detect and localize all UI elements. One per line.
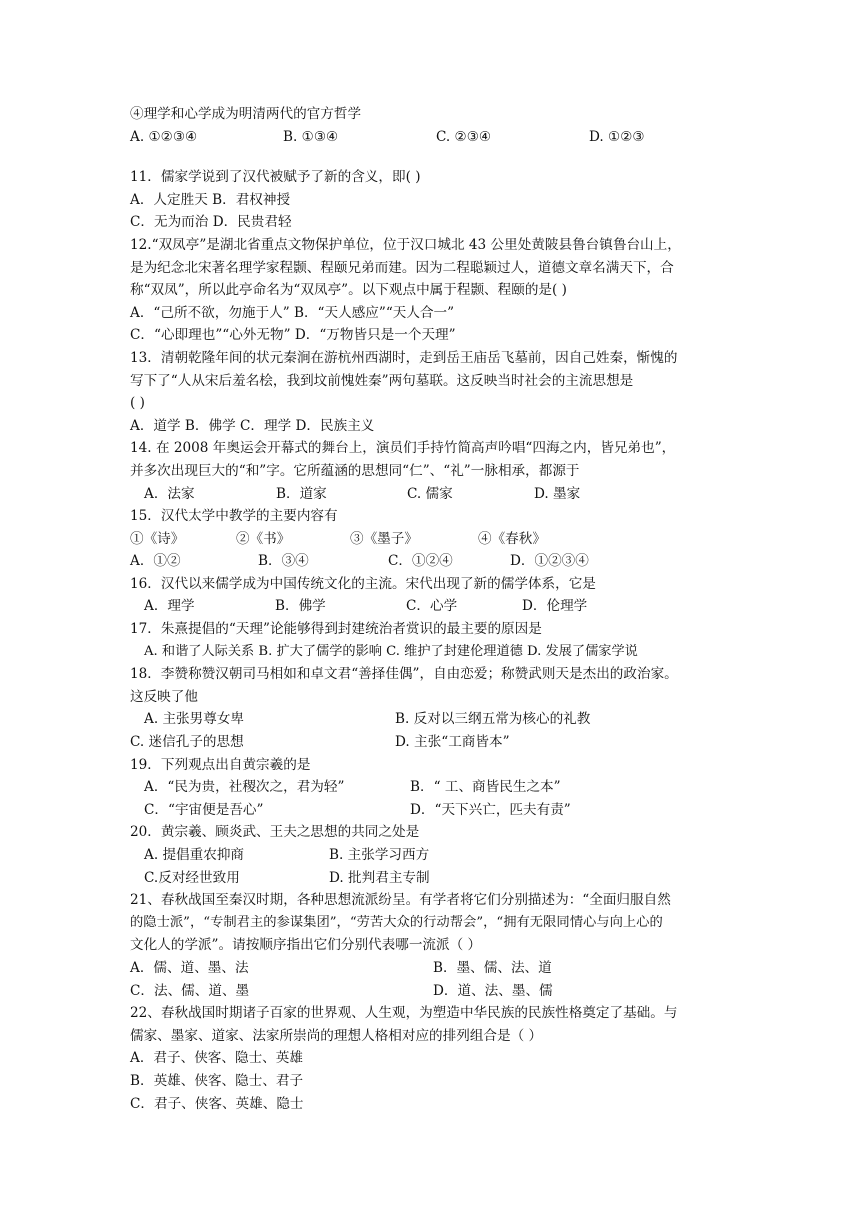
option-d: D．①②③④: [510, 553, 589, 570]
exam-page: [130, 103, 740, 1115]
question-20-options-ab: [130, 844, 740, 867]
option-b: B．佛学: [275, 598, 326, 615]
question-13-line-1: 13．清朝乾隆年间的状元秦涧在游杭州西湖时，走到岳王庙岳飞墓前，因自己姓秦，惭愧的: [130, 349, 678, 366]
question-22-line-2: 儒家、墨家、道家、法家所崇尚的理想人格相对应的排列组合是（ ）: [130, 1027, 543, 1044]
question-21-line-2: 的隐士派”，“专制君主的参谋集团”，“劳苦大众的行动帮会”，“拥有无限同情心与向上心的: [130, 914, 663, 930]
intro-options: [130, 126, 740, 149]
question-12-line-2: 是为纪念北宋著名理学家程颢、程颐兄弟而建。因为二程聪颖过人，道德文章名满天下，合: [130, 259, 674, 276]
question-19-stem: 19．下列观点出自黄宗羲的是: [130, 756, 311, 773]
option-d: D. 批判君主专制: [329, 869, 430, 886]
option-a: A. 主张男尊女卑: [144, 711, 245, 728]
option-c: C．法、儒、道、墨: [130, 982, 250, 999]
option-a: A．①②: [130, 553, 181, 570]
option-b: B. 主张学习西方: [329, 847, 430, 863]
question-19-options-cd: [130, 799, 740, 822]
option-b: B. 反对以三纲五常为核心的礼教: [395, 711, 591, 728]
option-a: A. ①②③④: [130, 128, 198, 145]
question-13-line-3: ( ): [130, 395, 145, 412]
option-d: D. 墨家: [534, 485, 581, 502]
option-c: C. ②③④: [436, 128, 492, 145]
question-18-options-cd: [130, 731, 740, 754]
question-18-line-1: 18．李赞称赞汉朝司马相如和卓文君“善择佳偶”，自由恋爱；称赞武则天是杰出的政治家。: [130, 666, 678, 683]
question-21-options-ab: [130, 957, 740, 980]
question-20-stem: 20．黄宗羲、顾炎武、王夫之思想的共同之处是: [130, 824, 420, 841]
item-3: ③《墨子》: [350, 530, 418, 547]
option-b: B．墨、儒、法、道: [433, 959, 552, 976]
question-13-options: A．道学 B．佛学 C．理学 D．民族主义: [130, 417, 375, 434]
option-c: C．①②④: [388, 553, 453, 570]
question-12-options-ab: A．“己所不欲，勿施于人” B．“天人感应”“天人合一”: [130, 304, 455, 321]
question-15-stem: 15．汉代太学中教学的主要内容有: [130, 508, 338, 525]
option-a: A．法家: [144, 485, 195, 502]
option-c: C．“宇宙便是吾心”: [144, 801, 264, 818]
question-15-items: [130, 528, 740, 551]
option-a: A. 提倡重农抑商: [144, 847, 245, 863]
option-b: B．道家: [276, 485, 327, 502]
option-b: B．“ 工、商皆民生之本”: [410, 779, 561, 796]
question-17-options: A. 和谐了人际关系 B. 扩大了儒学的影响 C. 维护了封建伦理道德 D. 发展了儒家学说: [144, 643, 638, 659]
option-c: C．心学: [406, 598, 458, 615]
question-19-options-ab: [130, 776, 740, 799]
question-11-options-cd: C．无为而治 D．民贵君轻: [130, 214, 292, 231]
option-c: C. 迷信孔子的思想: [130, 734, 244, 751]
option-a: A．“民为贵，社稷次之，君为轻”: [144, 779, 345, 796]
question-14-line-1: 14. 在 2008 年奥运会开幕式的舞台上，演员们手持竹简高声吟唱“四海之内，皆兄弟也”，: [130, 440, 676, 457]
question-22-option-a: A．君子、侠客、隐士、英雄: [130, 1050, 303, 1067]
option-a: A．儒、道、墨、法: [130, 959, 249, 976]
question-16-options: [130, 595, 740, 618]
question-12-line-1: 12.“双凤亭”是湖北省重点文物保护单位，位于汉口城北 43 公里处黄陂县鲁台镇鲁台山上，: [130, 236, 681, 253]
question-22-option-c: C．君子、侠客、英雄、隐士: [130, 1095, 304, 1112]
option-d: D．伦理学: [522, 598, 588, 615]
question-13-line-2: 写下了“人从宋后羞名桧，我到坟前愧姓秦”两句墓联。这反映当时社会的主流思想是: [130, 372, 634, 389]
question-11-options-ab: A．人定胜天 B．君权神授: [130, 191, 291, 208]
question-14-line-2: 并多次出现巨大的“和”字。它所蕴涵的思想同“仁”、“礼”一脉相承，都源于: [130, 462, 580, 479]
question-15-options: [130, 550, 740, 573]
question-18-line-2: 这反映了他: [130, 688, 198, 705]
statement-4: ④理学和心学成为明清两代的官方哲学: [130, 106, 362, 122]
question-18-options-ab: [130, 708, 740, 731]
question-14-options: [130, 483, 740, 506]
option-c: C.反对经世致用: [144, 869, 240, 886]
question-22-option-b: B．英雄、侠客、隐士、君子: [130, 1072, 304, 1089]
question-16-stem: 16．汉代以来儒学成为中国传统文化的主流。宋代出现了新的儒学体系，它是: [130, 575, 596, 592]
option-d: D. ①②③: [589, 128, 645, 145]
item-4: ④《春秋》: [478, 530, 546, 547]
question-11-stem: 11．儒家学说到了汉代被赋予了新的含义，即( ): [130, 169, 421, 186]
question-21-line-3: 文化人的学派”。请按顺序指出它们分别代表哪一流派（ ）: [130, 937, 482, 954]
option-b: B．③④: [258, 553, 309, 570]
question-17-stem: 17．朱熹提倡的“天理”论能够得到封建统治者赏识的最主要的原因是: [130, 621, 542, 638]
question-12-options-cd: C．“心即理也”“心外无物” D．“万物皆只是一个天理”: [130, 327, 456, 344]
option-c: C. 儒家: [407, 485, 453, 502]
option-a: A．理学: [144, 598, 195, 615]
option-d: D. 主张“工商皆本”: [395, 734, 510, 751]
item-1: ①《诗》: [130, 530, 185, 547]
question-21-line-1: 21、春秋战国至秦汉时期，各种思想流派纷呈。有学者将它们分别描述为：“全面归服自然: [130, 892, 671, 909]
item-2: ②《书》: [236, 530, 291, 547]
question-12-line-3: 称“双凤”，所以此亭命名为“双凤亭”。以下观点中属于程颢、程颐的是( ): [130, 282, 567, 299]
option-d: D．道、法、墨、儒: [433, 982, 553, 999]
option-b: B. ①③④: [283, 128, 339, 145]
question-21-options-cd: [130, 980, 740, 1003]
question-20-options-cd: [130, 867, 740, 890]
option-d: D．“天下兴亡，匹夫有责”: [410, 801, 571, 818]
question-22-line-1: 22、春秋战国时期诸子百家的世界观、人生观，为塑造中华民族的民族性格奠定了基础。与: [130, 1005, 678, 1022]
